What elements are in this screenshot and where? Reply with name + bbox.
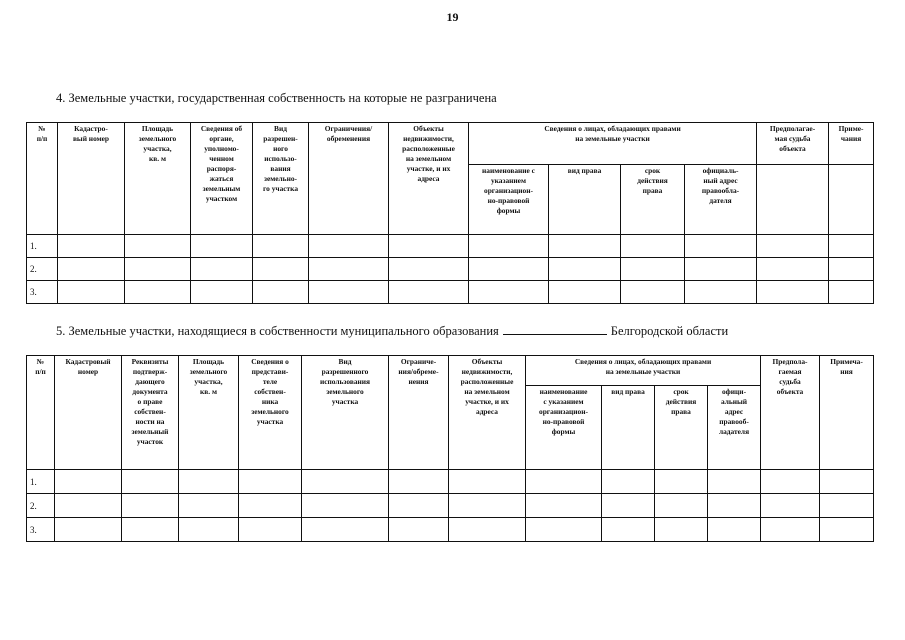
- empty-cell: [449, 518, 526, 542]
- empty-cell: [179, 470, 239, 494]
- header-notes: Приме- чания: [829, 123, 874, 165]
- table-row: [27, 470, 874, 494]
- empty-cell: [829, 235, 874, 258]
- table-row: [27, 518, 874, 542]
- empty-cell: [58, 281, 125, 304]
- empty-cell: [389, 235, 469, 258]
- empty-cell: [655, 518, 708, 542]
- header-real-estate-objects: Объекты недвижимости, расположенные на земельном участке, и их адреса: [389, 123, 469, 235]
- empty-cell: [829, 165, 874, 235]
- header-right-term: срок действия права: [655, 386, 708, 470]
- row-number: 2.: [27, 258, 58, 281]
- municipality-blank-line: [503, 323, 607, 335]
- empty-cell: [757, 281, 829, 304]
- empty-cell: [302, 494, 389, 518]
- header-holder-name: наименование с указанием организацион- но-правовой формы: [526, 386, 602, 470]
- header-restrictions: Ограниче- ния/обреме- нения: [389, 356, 449, 470]
- empty-cell: [389, 470, 449, 494]
- section-5-title: [56, 323, 728, 339]
- empty-cell: [708, 518, 761, 542]
- table-row: [27, 258, 874, 281]
- empty-cell: [820, 494, 874, 518]
- section-5-title-start: 5. Земельные участки, находящиеся в собственности муниципального образования: [56, 324, 499, 338]
- empty-cell: [179, 494, 239, 518]
- empty-cell: [685, 258, 757, 281]
- empty-cell: [602, 470, 655, 494]
- empty-cell: [449, 470, 526, 494]
- header-rights-holders-group: Сведения о лицах, обладающих правами на земельные участки: [526, 356, 761, 386]
- empty-cell: [621, 235, 685, 258]
- empty-cell: [655, 494, 708, 518]
- header-cadastral-number: Кадастро- вый номер: [58, 123, 125, 235]
- empty-cell: [122, 494, 179, 518]
- empty-cell: [58, 235, 125, 258]
- empty-cell: [549, 281, 621, 304]
- header-intended-fate: Предпола- гаемая судьба объекта: [761, 356, 820, 470]
- empty-cell: [191, 235, 253, 258]
- empty-cell: [526, 494, 602, 518]
- empty-cell: [757, 258, 829, 281]
- section-5-table: [26, 355, 874, 542]
- empty-cell: [685, 281, 757, 304]
- empty-cell: [253, 235, 309, 258]
- empty-cell: [549, 258, 621, 281]
- header-no: № п/п: [27, 356, 55, 470]
- header-restrictions: Ограничения/ обременения: [309, 123, 389, 235]
- empty-cell: [122, 470, 179, 494]
- header-area: Площадь земельного участка, кв. м: [125, 123, 191, 235]
- empty-cell: [621, 258, 685, 281]
- header-notes: Примеча- ния: [820, 356, 874, 470]
- row-number: 2.: [27, 494, 55, 518]
- header-intended-fate: Предполагае- мая судьба объекта: [757, 123, 829, 165]
- empty-cell: [58, 258, 125, 281]
- empty-cell: [761, 470, 820, 494]
- empty-cell: [125, 281, 191, 304]
- empty-cell: [302, 470, 389, 494]
- empty-cell: [179, 518, 239, 542]
- empty-cell: [389, 518, 449, 542]
- header-cadastral-number: Кадастровый номер: [55, 356, 122, 470]
- empty-cell: [820, 518, 874, 542]
- section-4-title: 4. Земельные участки, государственная собственность на которые не разграничена: [56, 91, 497, 105]
- empty-cell: [191, 258, 253, 281]
- header-use-type: Вид разрешенного использования земельного участка: [302, 356, 389, 470]
- empty-cell: [708, 494, 761, 518]
- row-number: 3.: [27, 281, 58, 304]
- empty-cell: [389, 258, 469, 281]
- table-row: [27, 494, 874, 518]
- page-number: 19: [446, 10, 459, 24]
- empty-cell: [469, 258, 549, 281]
- header-use-type: Вид разрешен- ного использо- вания земельно- го участка: [253, 123, 309, 235]
- empty-cell: [125, 235, 191, 258]
- empty-cell: [55, 494, 122, 518]
- table-row: [27, 235, 874, 258]
- header-no: № п/п: [27, 123, 58, 235]
- header-area: Площадь земельного участка, кв. м: [179, 356, 239, 470]
- empty-cell: [655, 470, 708, 494]
- empty-cell: [239, 494, 302, 518]
- empty-cell: [708, 470, 761, 494]
- empty-cell: [253, 258, 309, 281]
- empty-cell: [253, 281, 309, 304]
- header-holder-name: наименование с указанием организацион- но-правовой формы: [469, 165, 549, 235]
- empty-cell: [549, 235, 621, 258]
- row-number: 3.: [27, 518, 55, 542]
- empty-cell: [761, 494, 820, 518]
- empty-cell: [389, 281, 469, 304]
- header-official-address: официаль- ный адрес правообла- дателя: [685, 165, 757, 235]
- empty-cell: [309, 235, 389, 258]
- empty-cell: [602, 494, 655, 518]
- empty-cell: [55, 518, 122, 542]
- empty-cell: [469, 235, 549, 258]
- empty-cell: [469, 281, 549, 304]
- row-number: 1.: [27, 470, 55, 494]
- header-rights-holders-group: Сведения о лицах, обладающих правами на земельные участки: [469, 123, 757, 165]
- header-owner-representative: Сведения о представи- теле собствен- ника земельного участка: [239, 356, 302, 470]
- header-real-estate-objects: Объекты недвижимости, расположенные на земельном участке, и их адреса: [449, 356, 526, 470]
- empty-cell: [122, 518, 179, 542]
- header-right-type: вид права: [602, 386, 655, 470]
- empty-cell: [191, 281, 253, 304]
- empty-cell: [302, 518, 389, 542]
- header-ownership-docs: Реквизиты подтверж- дающего документа о праве собствен- ности на земельный участок: [122, 356, 179, 470]
- empty-cell: [685, 235, 757, 258]
- table-row: [27, 281, 874, 304]
- header-official-address: офици- альный адрес правооб- ладателя: [708, 386, 761, 470]
- empty-cell: [309, 258, 389, 281]
- empty-cell: [449, 494, 526, 518]
- empty-cell: [389, 494, 449, 518]
- empty-cell: [829, 258, 874, 281]
- header-authority: Сведения об органе, уполномо- ченном распоря- жаться земельным участком: [191, 123, 253, 235]
- empty-cell: [761, 518, 820, 542]
- header-right-term: срок действия права: [621, 165, 685, 235]
- empty-cell: [125, 258, 191, 281]
- empty-cell: [526, 470, 602, 494]
- section-4-table: [26, 122, 874, 304]
- empty-cell: [239, 470, 302, 494]
- empty-cell: [55, 470, 122, 494]
- empty-cell: [602, 518, 655, 542]
- empty-cell: [309, 281, 389, 304]
- row-number: 1.: [27, 235, 58, 258]
- section-5-title-end: Белгородской области: [610, 324, 729, 338]
- empty-cell: [829, 281, 874, 304]
- empty-cell: [757, 165, 829, 235]
- empty-cell: [239, 518, 302, 542]
- empty-cell: [757, 235, 829, 258]
- empty-cell: [526, 518, 602, 542]
- header-right-type: вид права: [549, 165, 621, 235]
- empty-cell: [820, 470, 874, 494]
- empty-cell: [621, 281, 685, 304]
